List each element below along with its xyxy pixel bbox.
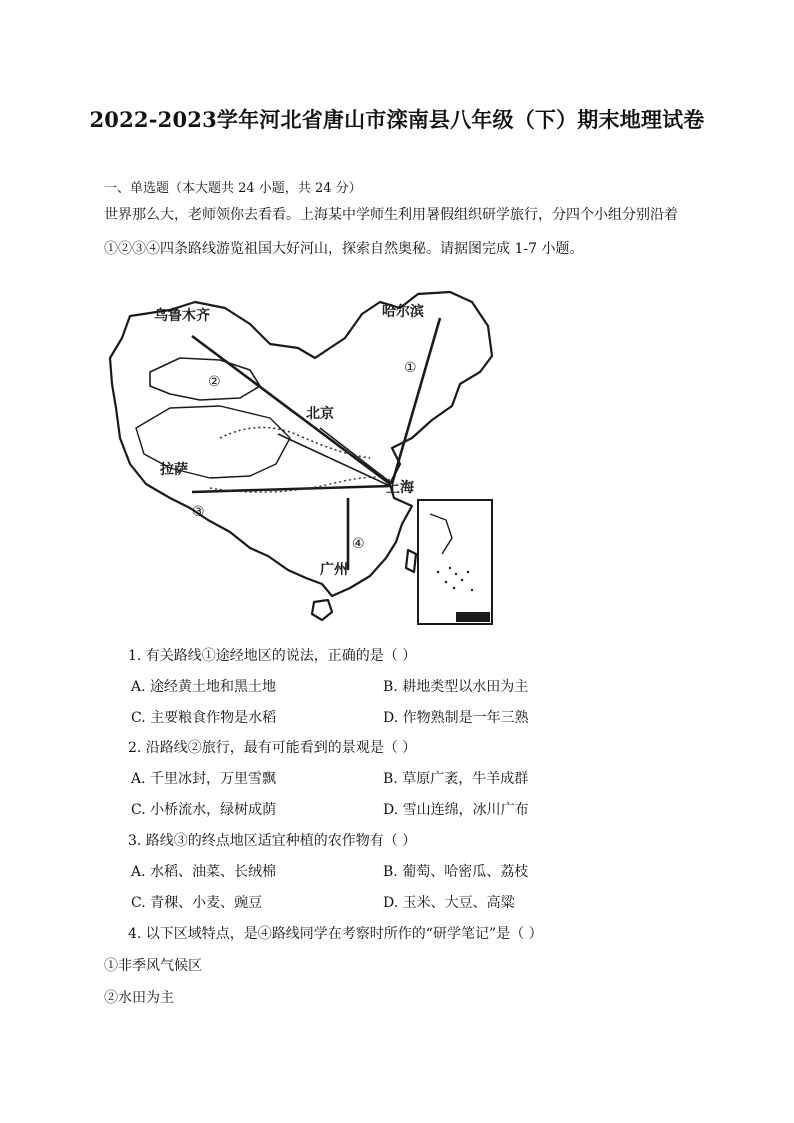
question-1-option-d[interactable]: D. 作物熟制是一年三熟 [383, 710, 529, 726]
question-3-option-d[interactable]: D. 玉米、大豆、高粱 [383, 895, 515, 911]
label-beijing: 北京 [306, 406, 334, 422]
label-shanghai: 上海 [386, 480, 414, 496]
route-2-marker: ② [208, 374, 221, 390]
question-3-option-b[interactable]: B. 葡萄、哈密瓜、荔枝 [383, 864, 529, 880]
label-urumqi: 乌鲁木齐 [154, 308, 210, 324]
taiwan-outline [406, 550, 416, 572]
question-3-option-a[interactable]: A. 水稻、油菜、长绒棉 [131, 864, 277, 880]
intro-line-2: ①②③④四条路线游览祖国大好河山，探索自然奥秘。请据图完成 1-7 小题。 [104, 241, 584, 257]
section-heading: 一、单选题（本大题共 24 小题，共 24 分） [104, 181, 362, 196]
south-china-sea-inset [418, 500, 492, 624]
question-1-option-c[interactable]: C. 主要粮食作物是水稻 [131, 710, 277, 726]
intro-line-1: 世界那么大，老师领你去看看。上海某中学师生利用暑假组织研学旅行，分四个小组分别沿着 [104, 207, 678, 223]
page-title: 2022-2023学年河北省唐山市滦南县八年级（下）期末地理试卷 [89, 107, 705, 132]
question-4-statement-2: ②水田为主 [104, 990, 174, 1006]
question-2-stem: 2. 沿路线②旅行，最有可能看到的景观是（ ） [128, 740, 417, 756]
question-2-option-c[interactable]: C. 小桥流水，绿树成荫 [131, 802, 277, 818]
route-1-marker: ① [404, 360, 417, 376]
label-lhasa: 拉萨 [160, 462, 188, 478]
route-1-line [392, 318, 440, 484]
china-route-map [100, 288, 500, 628]
route-4-marker: ④ [352, 536, 365, 552]
tarim-basin-outline [150, 358, 260, 400]
question-2-option-d[interactable]: D. 雪山连绵，冰川广布 [383, 802, 529, 818]
question-2-option-b[interactable]: B. 草原广袤，牛羊成群 [383, 771, 529, 787]
route-2-line [192, 336, 390, 484]
hainan-outline [312, 600, 332, 620]
question-4-statement-1: ①非季风气候区 [104, 958, 202, 974]
label-harbin: 哈尔滨 [382, 304, 424, 320]
question-2-option-a[interactable]: A. 千里冰封，万里雪飘 [131, 771, 277, 787]
question-4-stem: 4. 以下区域特点，是④路线同学在考察时所作的“研学笔记”是（ ） [128, 926, 543, 942]
question-3-stem: 3. 路线③的终点地区适宜种植的农作物有（ ） [128, 833, 417, 849]
question-1-option-a[interactable]: A. 途经黄土地和黑土地 [131, 679, 277, 695]
question-1-stem: 1. 有关路线①途经地区的说法，正确的是（ ） [128, 648, 417, 664]
question-1-option-b[interactable]: B. 耕地类型以水田为主 [383, 679, 529, 695]
question-3-option-c[interactable]: C. 青稞、小麦、豌豆 [131, 895, 263, 911]
route-3-marker: ③ [192, 504, 205, 520]
label-guangzhou: 广州 [320, 562, 348, 578]
